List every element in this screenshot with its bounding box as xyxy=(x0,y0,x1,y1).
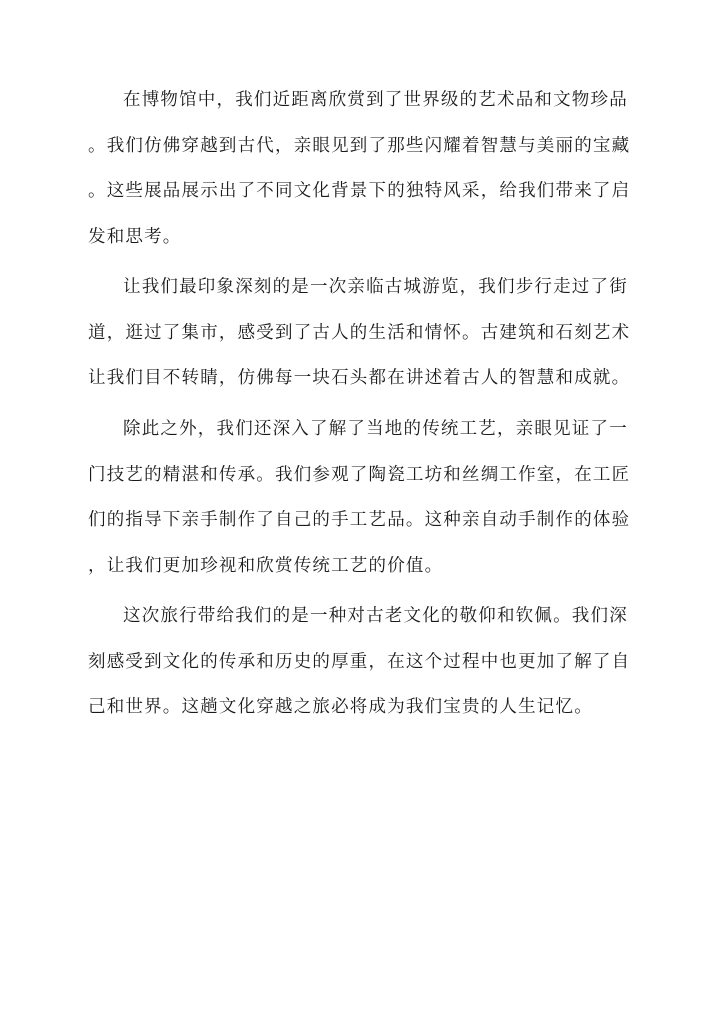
paragraph-line: 门技艺的精湛和传承。我们参观了陶瓷工坊和丝绸工作室，在工匠 xyxy=(88,464,631,485)
paragraph-line: 刻感受到文化的传承和历史的厚重，在这个过程中也更加了解了自 xyxy=(88,651,631,672)
paragraph-museum xyxy=(88,78,636,260)
paragraph-line: 们的指导下亲手制作了自己的手工艺品。这种亲自动手制作的体验 xyxy=(88,510,631,530)
paragraph-line: 除此之外，我们还深入了解了当地的传统工艺，亲眼见证了一 xyxy=(123,419,628,439)
paragraph-line: 让我们目不转睛，仿佛每一块石头都在讲述着古人的智慧和成就。 xyxy=(88,368,631,388)
paragraph-line: 道，逛过了集市，感受到了古人的生活和情怀。古建筑和石刻艺术 xyxy=(88,322,631,343)
paragraph-line: 这次旅行带给我们的是一种对古老文化的敬仰和钦佩。我们深 xyxy=(123,606,628,626)
paragraph-ancient-city xyxy=(88,265,636,402)
paragraph-line: 。我们仿佛穿越到古代，亲眼见到了那些闪耀着智慧与美丽的宝藏 xyxy=(88,135,631,156)
paragraph-line: 发和思考。 xyxy=(88,226,182,247)
paragraph-line: 己和世界。这趟文化穿越之旅必将成为我们宝贵的人生记忆。 xyxy=(88,697,593,717)
paragraph-line: 让我们最印象深刻的是一次亲临古城游览，我们步行走过了街 xyxy=(123,277,628,297)
paragraph-line: ，让我们更加珍视和欣赏传统工艺的价值。 xyxy=(88,555,444,576)
paragraph-line: 。这些展品展示出了不同文化背景下的独特风采，给我们带来了启 xyxy=(88,181,631,201)
paragraph-line: 在博物馆中，我们近距离欣赏到了世界级的艺术品和文物珍品 xyxy=(123,90,628,110)
paragraph-conclusion xyxy=(88,594,636,731)
paragraph-crafts xyxy=(88,407,636,589)
